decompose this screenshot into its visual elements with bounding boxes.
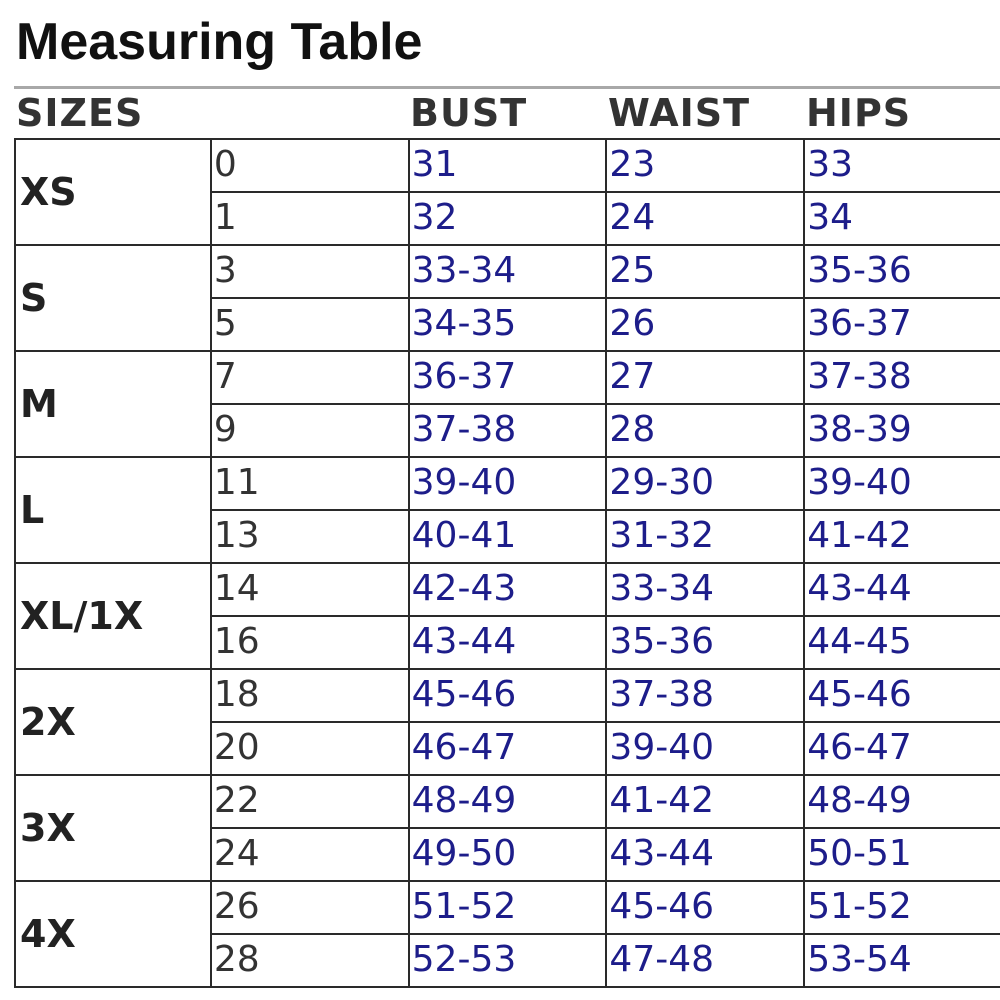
- hips-cell: 45-46: [804, 669, 1000, 722]
- size-label: 2X: [15, 669, 211, 775]
- hips-cell: 34: [804, 192, 1000, 245]
- header-bust: BUST: [410, 91, 528, 135]
- bust-cell: 40-41: [409, 510, 607, 563]
- size-number-cell: 13: [211, 510, 409, 563]
- bust-cell: 33-34: [409, 245, 607, 298]
- waist-cell: 28: [606, 404, 804, 457]
- size-number-cell: 9: [211, 404, 409, 457]
- size-number-cell: 18: [211, 669, 409, 722]
- size-label: 3X: [15, 775, 211, 881]
- waist-cell: 39-40: [606, 722, 804, 775]
- size-number-cell: 11: [211, 457, 409, 510]
- hips-cell: 37-38: [804, 351, 1000, 404]
- measuring-table: [14, 138, 1000, 988]
- size-number-cell: 0: [211, 139, 409, 192]
- size-number-cell: 26: [211, 881, 409, 934]
- table-row: [15, 881, 1000, 934]
- table-row: [15, 139, 1000, 192]
- waist-cell: 43-44: [606, 828, 804, 881]
- hips-cell: 36-37: [804, 298, 1000, 351]
- size-number-cell: 7: [211, 351, 409, 404]
- bust-cell: 42-43: [409, 563, 607, 616]
- bust-cell: 45-46: [409, 669, 607, 722]
- hips-cell: 33: [804, 139, 1000, 192]
- page-title: Measuring Table: [16, 13, 423, 71]
- bust-cell: 31: [409, 139, 607, 192]
- hips-cell: 51-52: [804, 881, 1000, 934]
- size-number-cell: 1: [211, 192, 409, 245]
- hips-cell: 44-45: [804, 616, 1000, 669]
- size-number-cell: 24: [211, 828, 409, 881]
- header-sizes: SIZES: [16, 91, 144, 135]
- bust-cell: 37-38: [409, 404, 607, 457]
- waist-cell: 37-38: [606, 669, 804, 722]
- header-hips: HIPS: [806, 91, 912, 135]
- size-number-cell: 3: [211, 245, 409, 298]
- table-row: [15, 669, 1000, 722]
- table-row: [15, 775, 1000, 828]
- hips-cell: 46-47: [804, 722, 1000, 775]
- hips-cell: 35-36: [804, 245, 1000, 298]
- size-number-cell: 5: [211, 298, 409, 351]
- bust-cell: 34-35: [409, 298, 607, 351]
- table-row: [15, 563, 1000, 616]
- hips-cell: 39-40: [804, 457, 1000, 510]
- waist-cell: 45-46: [606, 881, 804, 934]
- bust-cell: 49-50: [409, 828, 607, 881]
- bust-cell: 39-40: [409, 457, 607, 510]
- waist-cell: 41-42: [606, 775, 804, 828]
- size-number-cell: 20: [211, 722, 409, 775]
- size-label: S: [15, 245, 211, 351]
- bust-cell: 48-49: [409, 775, 607, 828]
- bust-cell: 43-44: [409, 616, 607, 669]
- bust-cell: 51-52: [409, 881, 607, 934]
- hips-cell: 41-42: [804, 510, 1000, 563]
- waist-cell: 47-48: [606, 934, 804, 987]
- size-number-cell: 28: [211, 934, 409, 987]
- hips-cell: 43-44: [804, 563, 1000, 616]
- size-number-cell: 16: [211, 616, 409, 669]
- waist-cell: 33-34: [606, 563, 804, 616]
- waist-cell: 25: [606, 245, 804, 298]
- hips-cell: 53-54: [804, 934, 1000, 987]
- size-number-cell: 22: [211, 775, 409, 828]
- header-waist: WAIST: [608, 91, 751, 135]
- size-label: M: [15, 351, 211, 457]
- table-row: [15, 457, 1000, 510]
- hips-cell: 48-49: [804, 775, 1000, 828]
- waist-cell: 31-32: [606, 510, 804, 563]
- waist-cell: 27: [606, 351, 804, 404]
- waist-cell: 35-36: [606, 616, 804, 669]
- measuring-table-body: [15, 139, 1000, 987]
- size-label: L: [15, 457, 211, 563]
- waist-cell: 29-30: [606, 457, 804, 510]
- hips-cell: 38-39: [804, 404, 1000, 457]
- size-number-cell: 14: [211, 563, 409, 616]
- size-label: 4X: [15, 881, 211, 987]
- bust-cell: 32: [409, 192, 607, 245]
- table-row: [15, 245, 1000, 298]
- bust-cell: 46-47: [409, 722, 607, 775]
- size-label: XL/1X: [15, 563, 211, 669]
- waist-cell: 26: [606, 298, 804, 351]
- table-row: [15, 351, 1000, 404]
- waist-cell: 23: [606, 139, 804, 192]
- size-label: XS: [15, 139, 211, 245]
- bust-cell: 36-37: [409, 351, 607, 404]
- waist-cell: 24: [606, 192, 804, 245]
- bust-cell: 52-53: [409, 934, 607, 987]
- hips-cell: 50-51: [804, 828, 1000, 881]
